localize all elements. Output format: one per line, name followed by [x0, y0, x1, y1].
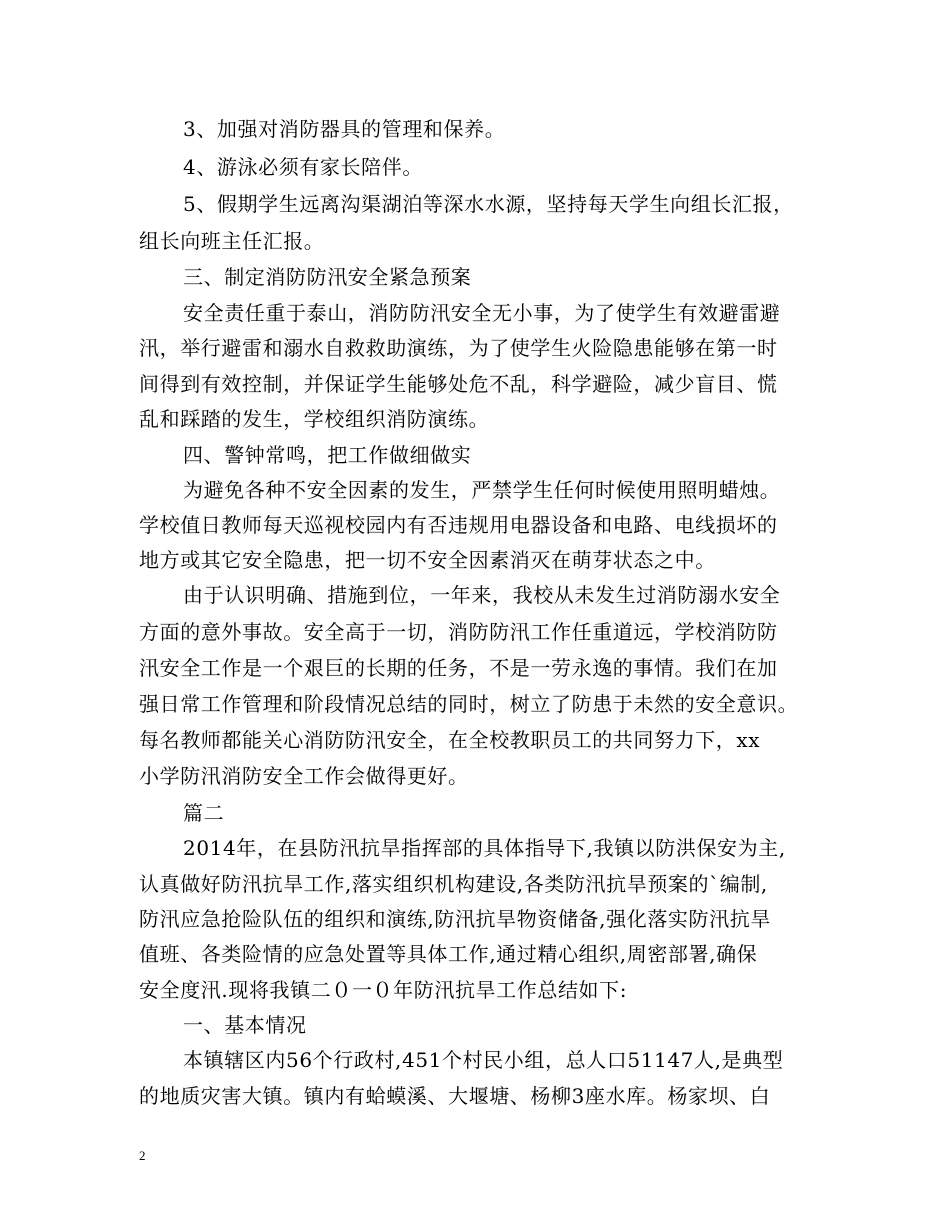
- text-line: 2014年，在县防汛抗旱指挥部的具体指导下,我镇以防洪保安为主,: [183, 836, 786, 860]
- text-line: 组长向班主任汇报。: [139, 229, 325, 253]
- text-line: 强日常工作管理和阶段情况总结的同时，树立了防患于未然的安全意识。: [139, 692, 799, 716]
- text-line: 的地质灾害大镇。镇内有蛤蟆溪、大堰塘、杨柳3座水库。杨家坝、白: [139, 1084, 771, 1108]
- page-number: 2: [139, 1148, 146, 1163]
- section-heading: 四、警钟常鸣，把工作做细做实: [183, 443, 472, 467]
- section-heading: 篇二: [183, 801, 225, 825]
- text-line: 防汛应急抢险队伍的组织和演练,防汛抗旱物资储备,强化落实防汛抗旱: [139, 907, 771, 931]
- text-line: 5、假期学生远离沟渠湖泊等深水水源，坚持每天学生向组长汇报，: [183, 192, 794, 216]
- text-line: 为避免各种不安全因素的发生，严禁学生任何时候使用照明蜡烛。: [183, 478, 781, 502]
- text-line: 认真做好防汛抗旱工作,落实组织机构建设,各类防汛抗旱预案的`编制,: [139, 872, 768, 896]
- text-line: 方面的意外事故。安全高于一切，消防防汛工作任重道远，学校消防防: [139, 620, 778, 644]
- text-line: 学校值日教师每天巡视校园内有否违规用电器设备和电路、电线损坏的: [139, 513, 778, 537]
- text-line: 本镇辖区内56个行政村,451个村民小组，总人口51147人,是典型: [183, 1048, 784, 1072]
- text-line: 由于认识明确、措施到位，一年来，我校从未发生过消防溺水安全: [183, 583, 781, 607]
- section-heading: 一、基本情况: [183, 1013, 307, 1037]
- text-line: 每名教师都能关心消防防汛安全，在全校教职员工的共同努力下，xx: [139, 728, 761, 752]
- section-heading: 三、制定消防防汛安全紧急预案: [183, 265, 472, 289]
- text-line: 间得到有效控制，并保证学生能够处危不乱，科学避险，减少盲目、慌: [139, 372, 778, 396]
- text-line: 乱和踩踏的发生，学校组织消防演练。: [139, 407, 490, 431]
- text-line: 地方或其它安全隐患，把一切不安全因素消灭在萌芽状态之中。: [139, 548, 716, 572]
- text-line: 安全度汛.现将我镇二０一０年防汛抗旱工作总结如下:: [139, 978, 628, 1002]
- text-line: 汛安全工作是一个艰巨的长期的任务，不是一劳永逸的事情。我们在加: [139, 656, 778, 680]
- text-line: 3、加强对消防器具的管理和保养。: [183, 117, 506, 141]
- text-line: 小学防汛消防安全工作会做得更好。: [139, 764, 469, 788]
- text-line: 值班、各类险情的应急处置等具体工作,通过精心组织,周密部署,确保: [139, 942, 758, 966]
- text-line: 安全责任重于泰山，消防防汛安全无小事，为了使学生有效避雷避: [183, 301, 781, 325]
- text-line: 4、游泳必须有家长陪伴。: [183, 155, 423, 179]
- text-line: 汛，举行避雷和溺水自救救助演练，为了使学生火险隐患能够在第一时: [139, 336, 778, 360]
